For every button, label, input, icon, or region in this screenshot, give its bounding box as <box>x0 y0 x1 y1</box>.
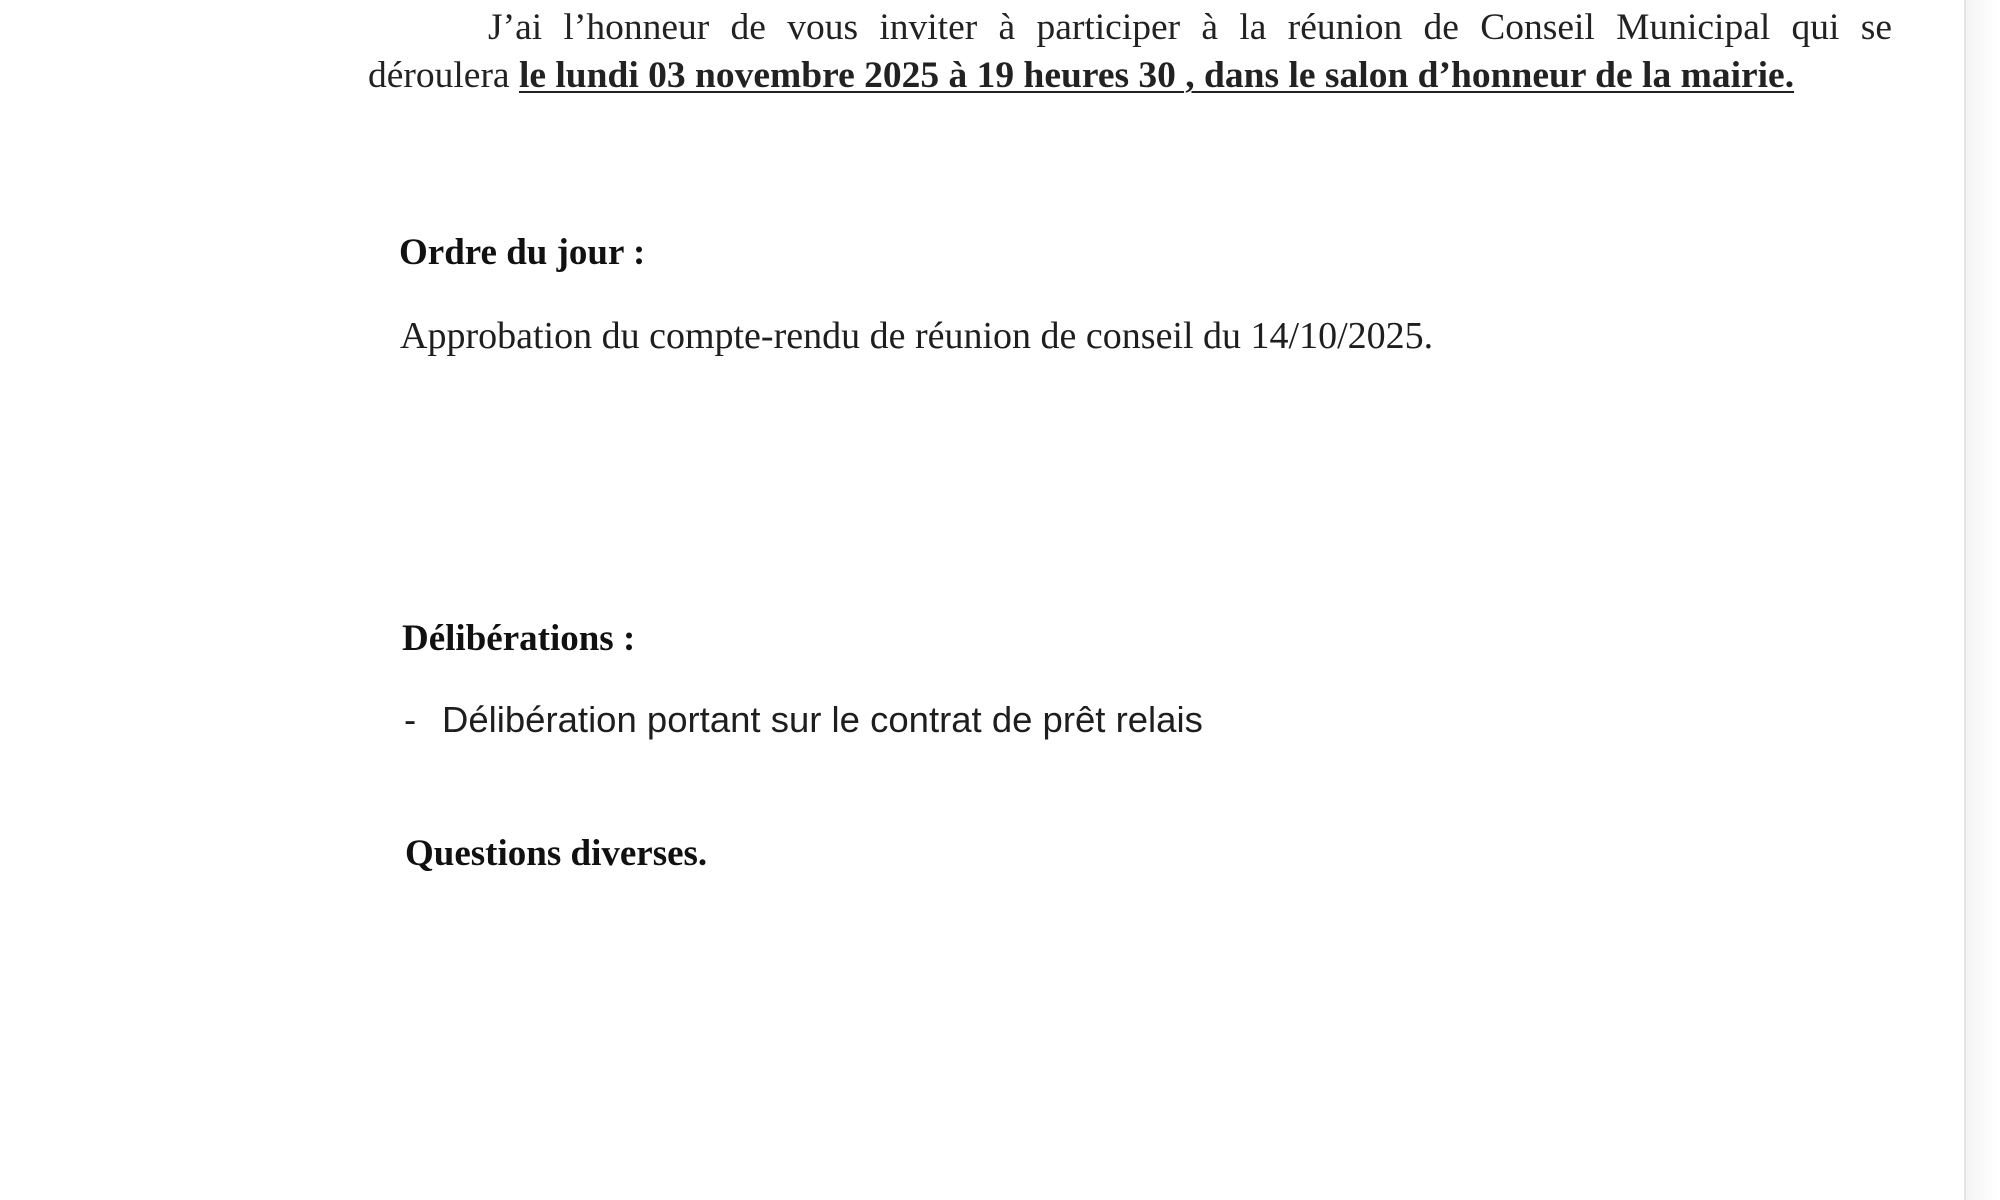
deliberation-item-text: Délibération portant sur le contrat de prêt relais <box>442 699 1203 740</box>
list-bullet: - <box>404 699 417 740</box>
questions-diverses-heading: Questions diverses. <box>405 833 708 874</box>
invitation-line-2 <box>368 52 1892 100</box>
deliberation-list-item <box>404 699 1203 741</box>
invitation-prefix: déroulera <box>368 55 519 96</box>
ordre-du-jour-heading: Ordre du jour : <box>399 232 646 273</box>
ordre-du-jour-item: Approbation du compte-rendu de réunion de conseil du 14/10/2025. <box>400 315 1434 357</box>
meeting-date-location: le lundi 03 novembre 2025 à 19 heures 30 , dans le salon d’honneur de la mairie. <box>518 55 1795 96</box>
invitation-line-1: J’ai l’honneur de vous inviter à participer à la réunion de Conseil Municipal qui se <box>488 7 1892 48</box>
deliberations-heading: Délibérations : <box>402 618 636 659</box>
page-edge-shadow <box>1966 0 2000 1200</box>
invitation-paragraph <box>368 4 1892 100</box>
